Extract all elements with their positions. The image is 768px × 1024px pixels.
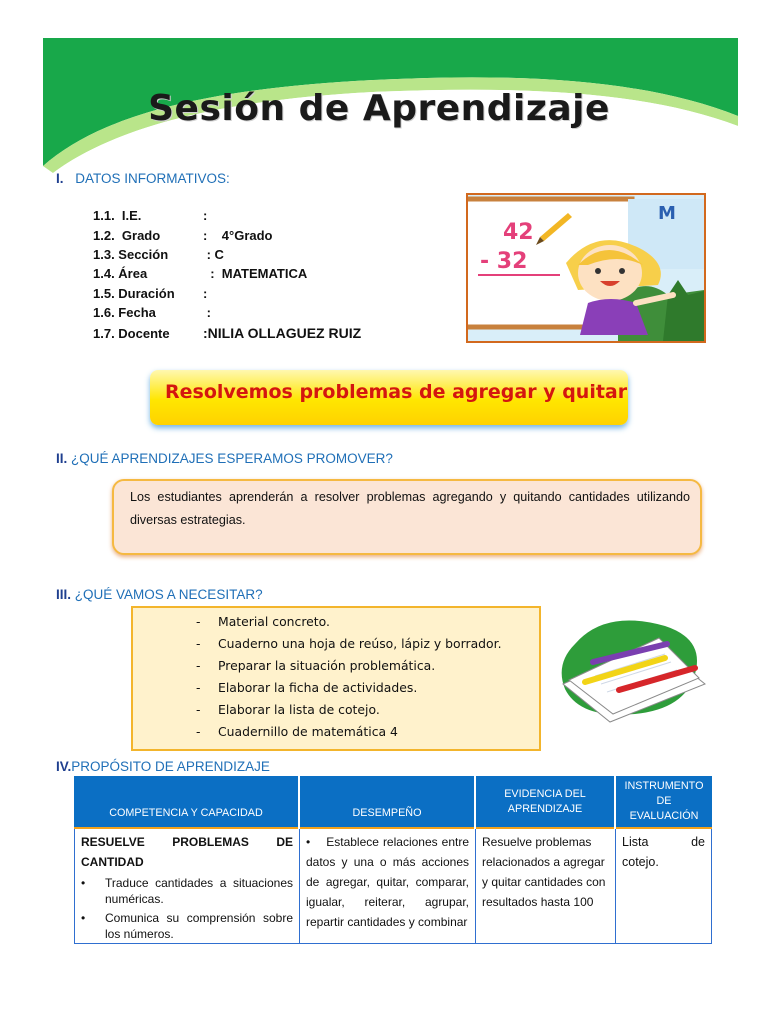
section-1-heading	[56, 171, 230, 186]
table-header-evidencia: EVIDENCIA DEL APRENDIZAJE	[476, 776, 614, 827]
number-bottom: - 32	[480, 249, 528, 274]
materials-item-text: Cuaderno una hoja de reúso, lápiz y borrador.	[218, 636, 502, 651]
table-header-competencia: COMPETENCIA Y CAPACIDAD	[74, 776, 298, 827]
desempeno-item	[306, 832, 469, 932]
datos-label: 1.1. I.E.	[93, 208, 142, 223]
materials-item-text: Elaborar la lista de cotejo.	[218, 702, 380, 717]
section-number: IV.	[56, 759, 72, 774]
materials-item-text: Elaborar la ficha de actividades.	[218, 680, 418, 695]
section-title: PROPÓSITO DE APRENDIZAJE	[71, 759, 270, 774]
section-title: DATOS INFORMATIVOS:	[75, 171, 230, 186]
datos-value: :	[203, 286, 208, 301]
datos-label: 1.6. Fecha	[93, 305, 156, 320]
datos-value: :	[203, 208, 208, 223]
datos-row-grado	[93, 228, 273, 243]
competencia-title: RESUELVE PROBLEMAS DE CANTIDAD	[81, 835, 293, 869]
bullet: •	[306, 835, 327, 849]
table-cell-desempeno	[300, 829, 476, 944]
section-number: II.	[56, 451, 68, 466]
purpose-table	[74, 776, 712, 944]
section-2-heading	[56, 451, 393, 466]
datos-value: : C	[203, 247, 224, 262]
section-title: ¿QUÉ APRENDIZAJES ESPERAMOS PROMOVER?	[71, 451, 393, 466]
table-header-desempeno: DESEMPEÑO	[300, 776, 474, 827]
section-4-heading	[56, 759, 270, 774]
expectation-text: Los estudiantes aprenderán a resolver problemas agregando y quitando cantidades utilizando diversas estrategias.	[130, 490, 690, 527]
papers-and-pencils-image	[555, 614, 715, 724]
capacidad-text: Comunica su comprensión sobre los números.	[105, 911, 293, 941]
svg-text:M: M	[658, 203, 676, 224]
materials-item: - Elaborar la ficha de actividades.	[196, 680, 418, 695]
materials-item: - Material concreto.	[196, 614, 330, 629]
capacidad-text: Traduce cantidades a situaciones numéricas.	[105, 876, 293, 906]
datos-value: :NILIA OLLAGUEZ RUIZ	[203, 325, 362, 341]
materials-item-text: Preparar la situación problemática.	[218, 658, 436, 673]
datos-row-area	[93, 266, 307, 281]
datos-row-fecha	[93, 305, 211, 320]
instrumento-text: Lista de cotejo.	[622, 835, 705, 869]
materials-item: - Elaborar la lista de cotejo.	[196, 702, 380, 717]
datos-label: 1.7. Docente	[93, 326, 170, 341]
datos-row-seccion	[93, 247, 224, 262]
number-top: 42	[503, 220, 534, 245]
datos-value: : 4°Grado	[203, 228, 273, 243]
table-cell-evidencia	[476, 829, 616, 944]
table-header-instrumento: INSTRUMENTO DE EVALUACIÓN	[616, 776, 712, 827]
section-title: ¿QUÉ VAMOS A NECESITAR?	[74, 587, 263, 602]
datos-row-ie	[93, 208, 207, 223]
materials-item: - Preparar la situación problemática.	[196, 658, 436, 673]
materials-item-text: Cuadernillo de matemática 4	[218, 724, 398, 739]
girl-at-whiteboard-image	[466, 193, 706, 343]
materials-item: - Cuaderno una hoja de reúso, lápiz y borrador.	[196, 636, 502, 651]
datos-row-docente	[93, 325, 361, 341]
datos-label: 1.2. Grado	[93, 228, 161, 243]
page-title: Sesión de Aprendizaje	[148, 88, 610, 129]
datos-value: :	[203, 305, 211, 320]
table-cell-instrumento	[616, 829, 712, 944]
desempeno-text: Establece relaciones entre datos y una o más acciones de agregar, quitar, comparar, igualar, reiterar, agrupar, repartir cantidades y combinar	[306, 835, 469, 929]
datos-row-duracion	[93, 286, 207, 301]
datos-label: 1.5. Duración	[93, 286, 175, 301]
section-3-heading	[56, 587, 263, 602]
datos-value: : MATEMATICA	[203, 266, 308, 281]
section-number: I.	[56, 171, 64, 186]
session-title: Resolvemos problemas de agregar y quitar	[165, 381, 628, 403]
capacidad-item: • Traduce cantidades a situaciones numéricas.	[81, 876, 293, 906]
evidencia-text: Resuelve problemas relacionados a agregar y quitar cantidades con resultados hasta 100	[482, 835, 606, 909]
datos-label: 1.3. Sección	[93, 247, 169, 262]
table-cell-competencia	[74, 829, 300, 944]
datos-label: 1.4. Área	[93, 266, 148, 281]
materials-item: - Cuadernillo de matemática 4	[196, 724, 398, 739]
section-number: III.	[56, 587, 72, 602]
materials-item-text: Material concreto.	[218, 614, 330, 629]
capacidad-item: • Comunica su comprensión sobre los números.	[81, 911, 293, 941]
